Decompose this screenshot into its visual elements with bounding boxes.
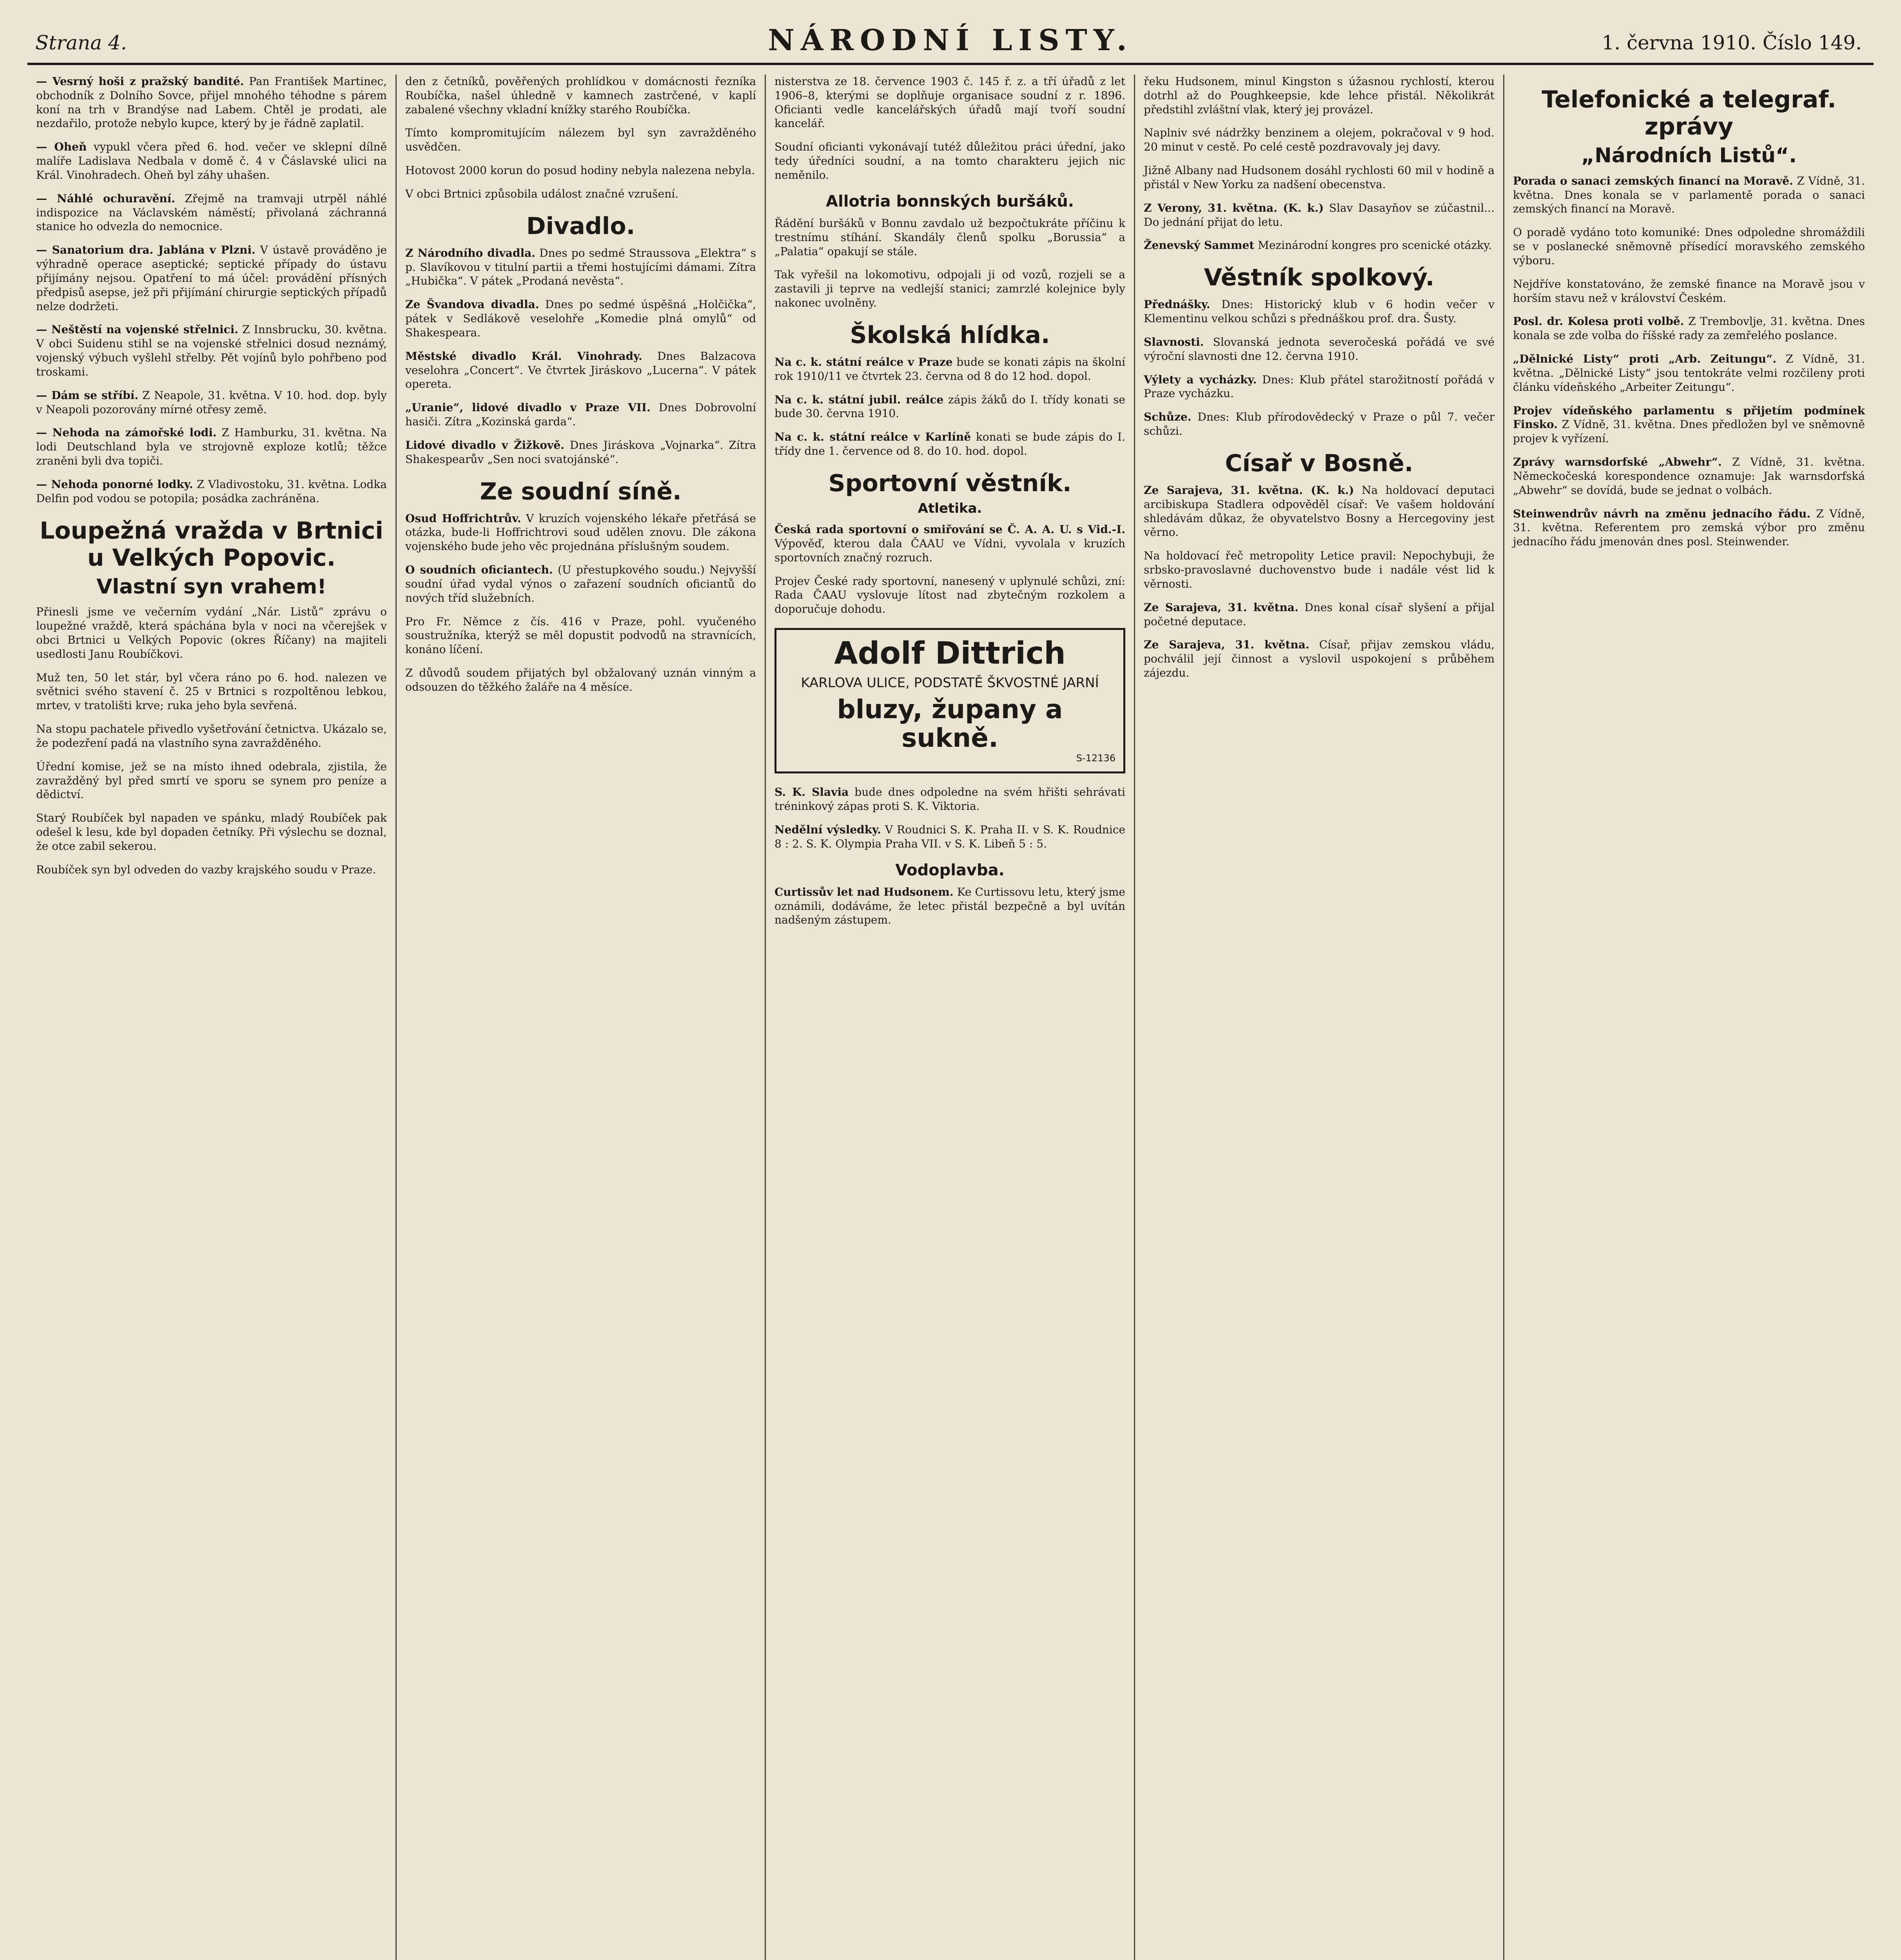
article-text: Jižně Albany nad Hudsonem dosáhl rychlosti 60 mil v hodině a přistál v New Yorku za nadšení obecenstva. xyxy=(1144,164,1495,191)
article-text: bude dnes odpoledne na svém hřišti sehrávati tréninkový zápas proti S. K. Viktoria. xyxy=(775,786,1125,813)
article-text: Muž ten, 50 let stár, byl včera ráno po 6. hod. nalezen ve světnici svého stavení č. 25 v Brtnici s rozpoltěnou lebkou, mrtev, v tratolišti krve; ruka jeho byla sevřená. xyxy=(36,671,387,712)
article-item xyxy=(1144,335,1495,363)
article-item xyxy=(405,563,756,605)
column-4 xyxy=(1135,74,1504,1960)
article-lead: — Dám se stříbí. xyxy=(36,388,138,402)
article-text: V kruzích vojenského lékaře přetřásá se otázka, bude-li Hoffrichtrovi soud udělen znovu. Dle zákona vojenského bude jeho věc projednána příslušným soudem. xyxy=(405,512,756,553)
article-lead: — Nehoda na zámořské lodi. xyxy=(36,426,217,439)
article-item xyxy=(405,512,756,554)
article-text: Výpověď, kterou dala ČAAU ve Vídni, vyvolala v kruzích sportovních značný rozruch. xyxy=(775,537,1125,564)
article-text: Z Trembovlje, 31. května. Dnes konala se zde volba do říšské rady za zemřelého poslance. xyxy=(1513,315,1865,342)
allotria-headline: Allotria bonnských buršáků. xyxy=(826,192,1074,211)
article-lead: Lidové divadlo v Žižkově. xyxy=(405,438,564,452)
article-text: Hotovost 2000 korun do posud hodiny nebyla nalezena nebyla. xyxy=(405,164,755,177)
article-text: Mezinárodní kongres pro scenické otázky. xyxy=(1258,239,1492,252)
article-text: Pan František Martinec, obchodník z Dolního Sovce, přijel mnohého téhodne s párem koní na trh v Brandýse nad Labem. Chtěl je prodati, ale nezdařilo, protože nebylo kupce, který by je řádně zaplatil. xyxy=(36,75,387,130)
article-item xyxy=(36,388,387,417)
article-text: zápis žáků do I. třídy konati se bude 30. června 1910. xyxy=(775,393,1125,420)
feature-headline: Loupežná vražda v Brtnici u Velkých Popovic. Vlastní syn vrahem! xyxy=(40,517,383,599)
article-text: den z četníků, pověřených prohlídkou v domácnosti řezníka Roubíčka, našel úhledně v kamnech zastrčené, v kaplí zabalené všechny vkladní knížky starého Roubíčka. xyxy=(405,75,756,116)
article-text: Z Vladivostoku, 31. května. Lodka Delfin pod vodou se potopila; posádka zachráněna. xyxy=(36,477,387,505)
ad-name: Adolf Dittrich xyxy=(834,635,1066,671)
article-text: Tak vyřešil na lokomotivu, odpojali ji od vozů, rozjeli se a zastavili ji teprve na vedlejší stanici; zamrzlé kolejnice byly nakonec uvolněny. xyxy=(775,268,1125,310)
article-lead: Výlety a vycházky. xyxy=(1144,373,1257,386)
article-item xyxy=(1144,373,1495,401)
article-lead: Porada o sanaci zemských financí na Moravě. xyxy=(1513,174,1793,187)
article-item xyxy=(36,671,387,713)
article-lead: — Náhlé ochuravění. xyxy=(36,192,176,205)
article-text: V Roudnici S. K. Praha II. v S. K. Roudnice 8 : 2. S. K. Olympia Praha VII. v S. K. Libeň 5 : 5. xyxy=(775,823,1125,850)
association-headline: Věstník spolkový. xyxy=(1204,264,1435,292)
article-text: Dnes Dobrovolní hasiči. Zítra „Kozinská garda“. xyxy=(405,401,756,428)
article-item xyxy=(405,246,756,288)
article-lead: Z Národního divadla. xyxy=(405,246,535,260)
article-text: V ústavě prováděno je výhradně operace aseptické; septické případy do ústavu přijímány nejsou. Opatření to má účel: provádění přísných předpisů asepse, jež při přijímání chirurgie septických případů nelze dodržeti. xyxy=(36,243,387,313)
telegraph-headline: Telefonické a telegraf. zprávy „Národních Listů“. xyxy=(1542,86,1836,167)
article-text: Projev České rady sportovní, nanesený v uplynulé schůzi, zní: Rada ČAAU vyslovuje lítost nad zbytečným rozkolem a doporučuje dohodu. xyxy=(775,574,1125,616)
article-item xyxy=(405,401,756,429)
article-lead: Nedělní výsledky. xyxy=(775,823,881,836)
article-lead: Na c. k. státní reálce v Karlíně xyxy=(775,430,971,444)
article-text: Z Vídně, 31. května. „Dělnické Listy“ jsou tentokráte velmi rozčileny proti článku vídeňského „Arbeiter Zeitungu“. xyxy=(1513,352,1865,394)
column-2 xyxy=(397,74,766,1960)
article-item xyxy=(36,811,387,853)
article-lead: Curtissův let nad Hudsonem. xyxy=(775,885,954,898)
article-lead: „Dělnické Listy“ proti „Arb. Zeitungu“. xyxy=(1513,352,1776,366)
article-text: Z Vídně, 31. května. Referentem pro zemská výbor pro změnu jednacího řádu jmenován dnes posl. Steinwender. xyxy=(1513,507,1865,548)
article-text: Zřejmě na tramvaji utrpěl náhlé indispozice na Václavském náměstí; přivolaná záchranná stanice ho odvezla do nemocnice. xyxy=(36,192,387,233)
article-text: Roubíček syn byl odveden do vazby krajského soudu v Praze. xyxy=(36,863,376,876)
newspaper-title: NÁRODNÍ LISTY. xyxy=(768,24,1133,57)
article-item xyxy=(36,477,387,506)
columns xyxy=(27,74,1874,1960)
article-text: Z Hamburku, 31. května. Na lodi Deutschland byla ve strojovně exploze kotlů; těžce zraněni byli dva topiči. xyxy=(36,426,387,468)
article-item xyxy=(775,74,1125,131)
article-item xyxy=(36,323,387,379)
article-item xyxy=(1513,404,1865,446)
article-text: Starý Roubíček byl napaden ve spánku, mladý Roubíček pak odešel k lesu, kde byl dopaden četníky. Při výslechu se doznal, že otce zabil sekerou. xyxy=(36,811,387,853)
article-text: Dnes konal císař slyšení a přijal početné deputace. xyxy=(1144,601,1495,628)
article-item xyxy=(1144,74,1495,116)
article-text: Ke Curtissovu letu, který jsme oznámili, dodáváme, že letec přistál bezpečně a byl uvítán nadšeným zástupem. xyxy=(775,885,1125,927)
article-item xyxy=(36,243,387,313)
article-item xyxy=(1144,410,1495,438)
article-item xyxy=(36,426,387,468)
article-text: Dnes po sedmé Straussova „Elektra“ s p. Slavíkovou v titulní partii a třemi hostujícími dámami. Zítra „Hubička“. V pátek „Prodaná nevěsta“. xyxy=(405,246,756,288)
article-lead: „Uranie“, lidové divadlo v Praze VII. xyxy=(405,401,651,414)
article-item xyxy=(36,760,387,802)
newspaper-page xyxy=(27,16,1874,1960)
article-lead: Zprávy warnsdorfské „Abwehr“. xyxy=(1513,456,1722,469)
article-item xyxy=(36,74,387,131)
article-text: Na stopu pachatele přivedlo vyšetřování četnictva. Ukázalo se, že podezření padá na vlastního syna zavražděného. xyxy=(36,722,387,750)
article-text: Na holdovací řeč metropolity Letice pravil: Nepochybuji, že srbsko-pravoslavné duchovenstvo bude i nadále vést lid k věrnosti. xyxy=(1144,549,1495,590)
article-item xyxy=(775,523,1125,564)
article-item xyxy=(36,722,387,750)
article-lead: Posl. dr. Kolesa proti volbě. xyxy=(1513,315,1684,328)
article-text: Slovanská jednota severočeská pořádá ve své výroční slavnosti dne 12. června 1910. xyxy=(1144,335,1495,363)
school-headline: Školská hlídka. xyxy=(850,321,1050,349)
article-item xyxy=(775,268,1125,310)
article-text: Z důvodů soudem přijatých byl obžalovaný uznán vinným a odsouzen do těžkého žaláře na 4 měsíce. xyxy=(405,666,756,693)
ad-code: S-12136 xyxy=(1076,753,1116,764)
article-text: Z Vídně, 31. května. Dnes konala se v parlamentě porada o sanaci zemských financí na Moravě. xyxy=(1513,174,1865,216)
article-item xyxy=(775,216,1125,258)
article-text: nisterstva ze 18. července 1903 č. 145 ř. z. a tří úřadů z let 1906–8, kterými se doplňuje organisace soudní z r. 1896. Oficianti vedle kancelářských úřadů mají tvoří soudní kancelář. xyxy=(775,75,1125,130)
article-text: Z Vídně, 31. května. Německočeská korespondence oznamuje: Jak warnsdorfská „Abwehr“ se dovídá, bude se jednat o volbách. xyxy=(1513,456,1865,497)
article-lead: O soudních oficiantech. xyxy=(405,563,553,577)
article-text: Slav Dasayňov se zúčastnil... Do jednání přijat do letu. xyxy=(1144,201,1495,229)
article-lead: — Oheň xyxy=(36,140,87,154)
article-item xyxy=(1144,638,1495,680)
article-lead: Z Verony, 31. května. (K. k.) xyxy=(1144,201,1324,214)
article-item xyxy=(405,126,756,154)
article-lead: Na c. k. státní jubil. reálce xyxy=(775,393,944,406)
article-item xyxy=(1513,455,1865,497)
article-text: Úřední komise, jež se na místo ihned odebrala, zjistila, že zavražděný byl před smrtí ve sporu se synem pro peníze a dědictví. xyxy=(36,760,387,801)
article-item xyxy=(1144,238,1495,252)
emperor-headline: Císař v Bosně. xyxy=(1225,449,1413,477)
water-headline: Vodoplavba. xyxy=(895,861,1005,879)
advertisement xyxy=(775,628,1125,773)
article-item xyxy=(775,574,1125,616)
article-item xyxy=(1513,314,1865,343)
article-item xyxy=(1513,277,1865,305)
article-item xyxy=(775,885,1125,927)
article-text: Z Innsbrucku, 30. května. V obci Suidenu stihl se na vojenské střelnici dosud neznámý, vojenský výbuch vyšlehl střelby. Pět vojínů bylo pohřbeno pod troskami. xyxy=(36,323,387,378)
article-text: Z Neapole, 31. května. V 10. hod. dop. byly v Neapoli pozorovány mírné otřesy země. xyxy=(36,388,387,416)
article-item xyxy=(1513,225,1865,267)
article-text: Dnes Balzacova veselohra „Concert“. Ve čtvrtek Jiráskovo „Lucerna“. V pátek opereta. xyxy=(405,349,756,391)
article-lead: S. K. Slavia xyxy=(775,786,849,799)
article-lead: Projev vídeňského parlamentu s přijetím podmínek Finsko. xyxy=(1513,404,1865,431)
article-text: Dnes po sedmé úspěšná „Holčička“, pátek v Sedlákově veselohře „Komedie plná omylů“ od Shakespeara. xyxy=(405,298,756,339)
article-lead: — Nehoda ponorné lodky. xyxy=(36,477,193,491)
column-3 xyxy=(766,74,1135,1960)
article-text: bude se konati zápis na školní rok 1910/11 ve čtvrtek 23. června od 8 do 12 hod. dopol. xyxy=(775,355,1125,383)
article-item xyxy=(405,438,756,466)
article-lead: — Vesrný hoši z pražský bandité. xyxy=(36,75,244,88)
article-item xyxy=(775,355,1125,383)
article-lead: Osud Hoffrichtrův. xyxy=(405,512,521,525)
article-item xyxy=(775,785,1125,813)
article-item xyxy=(1513,352,1865,394)
article-item xyxy=(775,140,1125,182)
court-headline: Ze soudní síně. xyxy=(480,477,682,505)
article-text: Dnes Jiráskova „Vojnarka“. Zítra Shakespearův „Sen noci svatojánské“. xyxy=(405,438,756,466)
article-lead: Ze Švandova divadla. xyxy=(405,298,539,311)
article-item xyxy=(405,74,756,116)
article-item xyxy=(405,615,756,657)
column-5 xyxy=(1504,74,1874,1960)
article-text: řeku Hudsonem, minul Kingston s úžasnou rychlostí, kterou dotrhl až do Poughkeepsie, kde lehce přistál. Několikrát předstihl zvláštní vlak, který jej provázel. xyxy=(1144,75,1495,116)
article-item xyxy=(405,187,756,201)
issue-date: 1. června 1910. Číslo 149. xyxy=(1602,31,1862,54)
article-text: Císař, přijav zemskou vládu, pochválil její činnost a vyslovil uspokojení s průběhem zájezdu. xyxy=(1144,638,1495,680)
article-item xyxy=(1144,549,1495,591)
article-lead: Slavnosti. xyxy=(1144,335,1204,348)
article-text: vypukl včera před 6. hod. večer ve sklepní dílně malíře Ladislava Nedbala v domě č. 4 v Čáslavské ulici na Král. Vinohradech. Oheň byl záhy uhašen. xyxy=(36,140,387,181)
article-text: Z Vídně, 31. května. Dnes předložen byl ve sněmovně projev k vyřízení. xyxy=(1513,418,1865,445)
article-item xyxy=(1144,483,1495,539)
article-lead: Přednášky. xyxy=(1144,298,1210,311)
article-item xyxy=(775,430,1125,458)
article-text: Dnes: Klub přírodovědecký v Praze o půl 7. večer schůzi. xyxy=(1144,410,1495,438)
article-text: Řádění buršáků v Bonnu zavdalo už bezpočtukráte příčinu k trestnímu stíhání. Skandály členů spolku „Borussia“ a „Palatia“ opakují se stále. xyxy=(775,216,1125,258)
article-item xyxy=(36,605,387,661)
page-number: Strana 4. xyxy=(35,31,127,54)
article-lead: Na c. k. státní reálce v Praze xyxy=(775,355,953,368)
article-lead: Městské divadlo Král. Vinohrady. xyxy=(405,349,642,363)
article-item xyxy=(405,666,756,694)
article-item xyxy=(1144,163,1495,192)
article-text: Dnes: Klub přátel starožitností pořádá v Praze vycházku. xyxy=(1144,373,1495,400)
article-lead: — Sanatorium dra. Jablána v Plzni. xyxy=(36,243,256,257)
article-text: Tímto kompromitujícím nálezem byl syn zavražděného usvědčen. xyxy=(405,126,756,154)
article-text: (U přestupkového soudu.) Nejvyšší soudní úřad vydal výnos o zařazení soudních oficiantů do nových tříd služebních. xyxy=(405,563,756,604)
article-text: Přinesli jsme ve večerním vydání „Nár. Listů“ zprávu o loupežné vraždě, která spáchána byla v noci na včerejšek v obci Brtnici u Velkých Popovic (okres Říčany) na majiteli usedlosti Janu Roubíčkovi. xyxy=(36,605,387,661)
article-text: konati se bude zápis do I. třídy dne 1. července od 8. do 10. hod. dopol. xyxy=(775,430,1125,458)
article-text: O poradě vydáno toto komuniké: Dnes odpoledne shromáždili se v poslanecké sněmovně přísedící moravského zemského výboru. xyxy=(1513,226,1865,267)
article-text: V obci Brtnici způsobila událost značné vzrušení. xyxy=(405,187,679,200)
article-item xyxy=(405,349,756,391)
article-text: Dnes: Historický klub v 6 hodin večer v Klementinu velkou schůzi s přednáškou prof. dra. Šusty. xyxy=(1144,298,1495,325)
article-item xyxy=(405,298,756,339)
article-item xyxy=(775,823,1125,851)
article-lead: Ze Sarajeva, 31. května. xyxy=(1144,601,1299,614)
theatre-headline: Divadlo. xyxy=(526,212,635,240)
article-lead: — Neštěstí na vojenské střelnici. xyxy=(36,323,239,336)
article-item xyxy=(405,163,756,178)
article-lead: Ženevský Sammet xyxy=(1144,239,1255,252)
article-lead: Schůze. xyxy=(1144,410,1192,424)
column-1 xyxy=(27,74,397,1960)
article-lead: Ze Sarajeva, 31. května. xyxy=(1144,638,1310,652)
article-text: Pro Fr. Němce z čís. 416 v Praze, pohl. vyučeného soustružníka, kterýž se měl dopustit podvodů na stravnících, konáno líčení. xyxy=(405,615,756,656)
article-item xyxy=(1144,201,1495,229)
article-text: Na holdovací deputaci arcibiskupa Stadlera odpověděl císař: Ve vašem holdování shledávám důkaz, že obyvatelstvo Bosny a Hercegoviny jest věrno. xyxy=(1144,483,1495,539)
article-lead: Ze Sarajeva, 31. května. (K. k.) xyxy=(1144,483,1354,497)
article-lead: Steinwendrův návrh na změnu jednacího řádu. xyxy=(1513,507,1811,520)
ad-goods: bluzy, župany a sukně. xyxy=(837,694,1063,753)
article-item xyxy=(1144,601,1495,629)
article-text: Nejdříve konstatováno, že zemské finance na Moravě jsou v horším stavu než v království Českém. xyxy=(1513,277,1865,305)
article-lead: Česká rada sportovní o smiřování se Č. A. A. U. s Vid.-I. xyxy=(775,523,1125,536)
article-text: Naplniv své nádržky benzinem a olejem, pokračoval v 9 hod. 20 minut v cestě. Po celé cestě pozdravovaly jej davy. xyxy=(1144,126,1495,154)
article-item xyxy=(36,140,387,182)
article-text: Soudní oficianti vykonávají tutéž důležitou práci úřední, jako tedy úředníci soudní, a na tomto charakteru jejich nic neměnilo. xyxy=(775,140,1125,181)
article-item xyxy=(1144,298,1495,326)
sport-headline: Sportovní věstník. Atletika. xyxy=(828,469,1072,516)
article-item xyxy=(1513,174,1865,216)
article-item xyxy=(1513,507,1865,549)
article-item xyxy=(36,863,387,877)
article-item xyxy=(1144,126,1495,154)
article-item xyxy=(36,192,387,234)
article-item xyxy=(775,393,1125,421)
ad-address: KARLOVA ULICE, PODSTATĚ ŠKVOSTNÉ JARNÍ xyxy=(801,675,1099,691)
masthead xyxy=(27,16,1874,65)
